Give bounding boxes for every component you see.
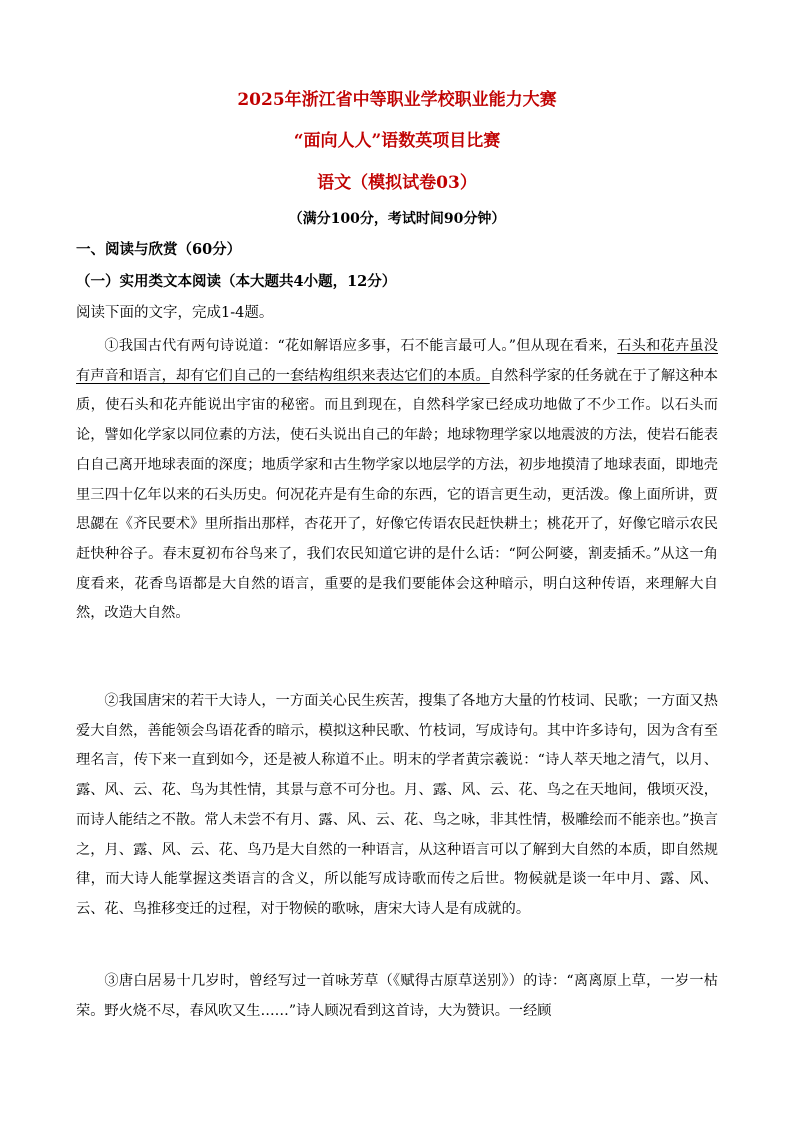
- reading-instruction: 阅读下面的文字，完成1-4题。: [76, 305, 274, 321]
- passage-paragraph-1: [76, 332, 718, 629]
- page-subtitle: “面向人人”语数英项目比赛: [293, 131, 501, 151]
- exam-info: （满分100分，考试时间90分钟）: [288, 211, 506, 227]
- section-heading: 一、阅读与欣赏（60分）: [76, 241, 242, 258]
- underlined-sentence: 石头和花卉虽没有声音和语言，却有它们自己的一套结构组织来表达它们的本质。: [76, 338, 718, 384]
- passage-paragraph-2: ②我国唐宋的若干大诗人，一方面关心民生疾苦，搜集了各地方大量的竹枝词、民歌；一方面又热爱大自然，善能领会鸟语花香的暗示，模拟这种民歌、竹枝词，写成诗句。其中许多诗句，因为含有至理名言，传下来一直到如今，还是被人称道不止。明末的学者黄宗羲说：“诗人萃天地之清气，以月、露、风、云、花、鸟为其性情，其景与意不可分也。月、露、风、云、花、鸟之在天地间，俄顷灭没，而诗人能结之不散。常人未尝不有月、露、风、云、花、鸟之咏，非其性情，极雕绘而不能亲也。”换言之，月、露、风、云、花、鸟乃是大自然的一种语言，从这种语言可以了解到大自然的本质，即自然规律，而大诗人能掌握这类语言的含义，所以能写成诗歌而传之后世。物候就是谈一年中月、露、风、云、花、鸟推移变迁的过程，对于物候的歌咏，唐宋大诗人是有成就的。: [76, 693, 718, 917]
- page-title: 2025年浙江省中等职业学校职业能力大赛: [237, 90, 557, 110]
- subsection-heading: （一）实用类文本阅读（本大题共4小题，12分）: [76, 273, 397, 290]
- paragraph-1-opening: ①我国古代有两句诗说道：“花如解语应多事，石不能言最可人。”但从现在看来，: [104, 338, 618, 354]
- exam-paper-name: 语文（模拟试卷03）: [317, 173, 477, 193]
- paragraph-1-rest: 自然科学家的任务就在于了解这种本质，使石头和花卉能说出宇宙的秘密。而且到现在，自然科学家已经成功地做了不少工作。以石头而论，譬如化学家以同位素的方法，使石头说出自己的年龄；地球物理学家以地震波的方法，使岩石能表白自己离开地球表面的深度；地质学家和古生物学家以地层学的方法，初步地摸清了地球表面，即地壳里三四十亿年以来的石头历史。何况花卉是有生命的东西，它的语言更生动，更活泼。像上面所讲，贾思勰在《齐民要术》里所指出那样，杏花开了，好像它传语农民赶快耕土；桃花开了，好像它暗示农民赶快种谷子。春末夏初布谷鸟来了，我们农民知道它讲的是什么话：“阿公阿婆，割麦插禾。”从这一角度看来，花香鸟语都是大自然的语言，重要的是我们要能体会这种暗示，明白这种传语，来理解大自然，改造大自然。: [76, 367, 718, 622]
- passage-paragraph-3: ③唐白居易十几岁时，曾经写过一首咏芳草（《赋得古原草送别》）的诗：“离离原上草，一岁一枯荣。野火烧不尽，春风吹又生……”诗人顾况看到这首诗，大为赞识。一经顾: [76, 973, 718, 1019]
